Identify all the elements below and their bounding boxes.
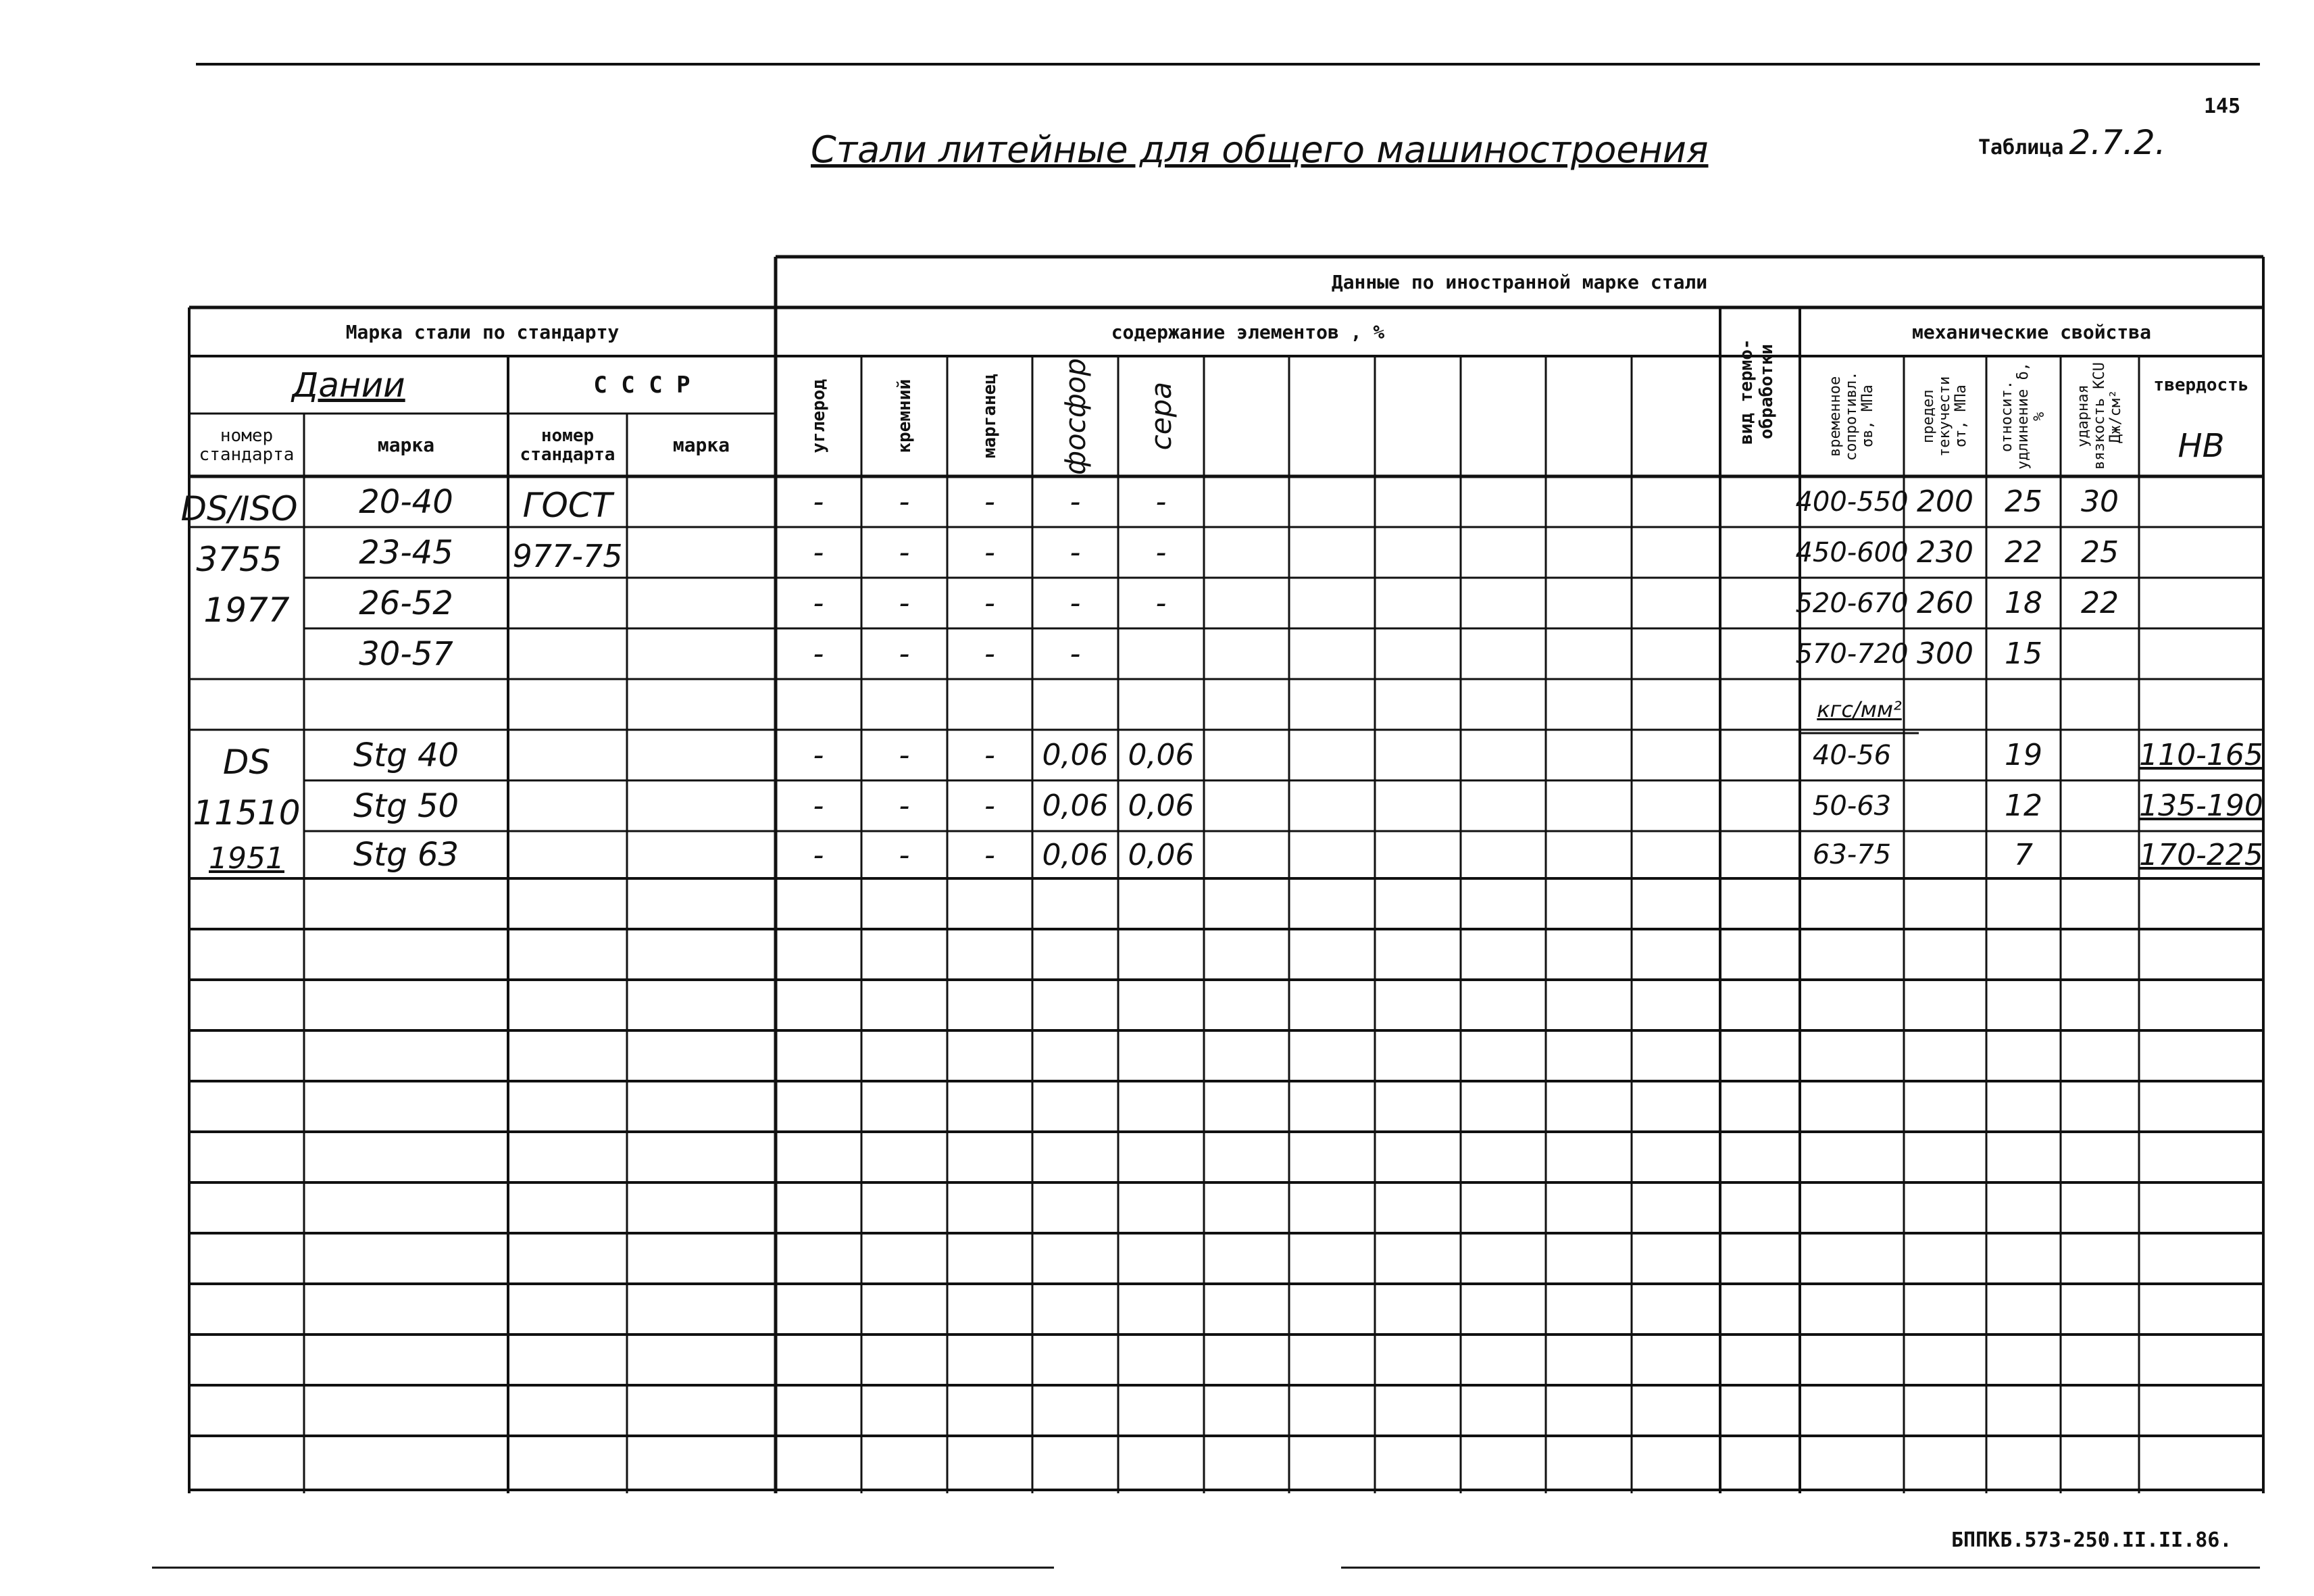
footer-code: БППКБ.573-250.II.II.86.	[1951, 1528, 2232, 1552]
sulfur-header	[1118, 356, 1204, 476]
silicon-label: кремний	[894, 379, 915, 453]
sulfur-label: сера	[1145, 382, 1178, 451]
tensile-cell: 520-670	[1795, 587, 1909, 619]
yield-header	[1904, 356, 1986, 476]
impact-cell: 22	[2081, 586, 2119, 620]
foreign-data-header: Данные по иностранной марке стали	[1331, 271, 1708, 293]
row-mark-cell: 26-52	[359, 584, 453, 622]
element-cell: -	[1155, 586, 1167, 620]
std-number-ds-iso: DS/ISO	[180, 489, 298, 528]
tensile-cell: 50-63	[1812, 790, 1892, 822]
element-cell: 0,06	[1128, 738, 1194, 772]
manganese-header	[947, 356, 1032, 476]
std-year-1951: 1951	[209, 841, 284, 876]
elongation-cell: 22	[2005, 535, 2042, 570]
element-cell: -	[899, 789, 910, 823]
tensile-cell	[1800, 679, 1904, 730]
impact-cell	[2061, 628, 2139, 679]
element-cell: -	[899, 738, 910, 772]
elongation-cell: 18	[2005, 586, 2042, 620]
element-cell: -	[899, 637, 910, 671]
hardness-header: твердость	[2153, 375, 2249, 395]
carbon-header	[776, 356, 861, 476]
denmark-mark-header: марка	[377, 434, 435, 456]
carbon-label: углерод	[808, 379, 829, 453]
gost-label: ГОСТ	[522, 485, 613, 525]
element-cell	[1118, 679, 1204, 730]
ussr-std-number-header: номер стандарта	[520, 425, 615, 465]
impact-cell	[2061, 831, 2139, 878]
elongation-cell: 25	[2005, 484, 2042, 519]
impact-header	[2061, 356, 2139, 476]
element-cell: -	[899, 484, 910, 519]
manganese-label: марганец	[980, 374, 1000, 459]
country-ussr-header: С С С Р	[593, 371, 690, 399]
silicon-header	[861, 356, 947, 476]
element-cell: -	[1155, 535, 1167, 570]
std-number-11510: 11510	[193, 793, 301, 832]
hardness-cell: 110-165	[2139, 738, 2263, 772]
impact-cell: 30	[2081, 484, 2119, 519]
impact-cell	[2061, 679, 2139, 730]
element-cell: -	[899, 535, 910, 570]
row-mark-cell: 23-45	[359, 533, 453, 572]
element-cell: -	[813, 586, 824, 620]
yield-cell	[1904, 831, 1986, 878]
elongation-header	[1986, 356, 2061, 476]
element-cell: 0,06	[1128, 789, 1194, 823]
impact-label: ударная вязкость KCU Дж/см²	[2075, 362, 2124, 470]
tensile-cell: 40-56	[1812, 739, 1892, 771]
element-cell	[1118, 628, 1204, 679]
row-mark-cell: 30-57	[359, 634, 453, 673]
element-cell: 0,06	[1042, 738, 1109, 772]
tensile-header	[1800, 356, 1904, 476]
std-number-3755: 3755	[196, 539, 282, 579]
element-cell	[861, 679, 947, 730]
yield-cell	[1904, 679, 1986, 730]
element-cell: -	[984, 484, 995, 519]
yield-cell: 300	[1917, 637, 1973, 671]
element-cell: -	[1070, 637, 1081, 671]
hardness-cell: 170-225	[2139, 837, 2263, 872]
row-mark-cell	[304, 679, 508, 730]
tensile-cell: 400-550	[1795, 486, 1909, 518]
row-mark-cell: Stg 40	[353, 736, 459, 774]
element-cell: -	[813, 738, 824, 772]
element-cell	[947, 679, 1032, 730]
elongation-cell	[1986, 679, 2061, 730]
hardness-cell: 135-190	[2139, 789, 2263, 823]
std-number-ds: DS	[222, 742, 271, 782]
element-cell: -	[813, 837, 824, 872]
heat-treatment-header	[1720, 307, 1800, 476]
hardness-cell	[2139, 476, 2263, 527]
mechanical-properties-header: механические свойства	[1911, 320, 2151, 343]
gost-number: 977-75	[512, 537, 623, 574]
page-number: 145	[2204, 95, 2241, 118]
element-cell: 0,06	[1042, 837, 1109, 872]
yield-cell: 230	[1917, 535, 1973, 570]
denmark-std-number-header: номер стандарта	[199, 425, 295, 465]
element-cell: -	[1070, 484, 1081, 519]
table-number: 2.7.2.	[2069, 123, 2166, 162]
hardness-cell	[2139, 679, 2263, 730]
impact-cell	[2061, 730, 2139, 780]
yield-cell	[1904, 730, 1986, 780]
yield-cell: 260	[1917, 586, 1973, 620]
element-cell: -	[813, 637, 824, 671]
heat-treatment-label: вид термо- обработки	[1736, 339, 1777, 445]
mark-by-standard-header: Марка стали по стандарту	[345, 320, 620, 343]
kgf-unit-label: кгс/мм²	[1817, 697, 1902, 722]
yield-cell	[1904, 780, 1986, 831]
element-cell	[776, 679, 861, 730]
element-cell: -	[984, 789, 995, 823]
elongation-cell: 15	[2005, 637, 2042, 671]
element-cell: -	[1070, 586, 1081, 620]
row-mark-cell: 20-40	[359, 482, 453, 521]
row-mark-cell: Stg 50	[353, 787, 459, 825]
ussr-mark-header: марка	[672, 434, 730, 456]
document-title: Стали литейные для общего машиностроения	[811, 128, 1709, 171]
hardness-cell	[2139, 527, 2263, 578]
impact-cell	[2061, 780, 2139, 831]
country-denmark-header: Дании	[292, 365, 405, 405]
element-cell: -	[984, 837, 995, 872]
phosphorus-header	[1032, 356, 1118, 476]
row-mark-cell: Stg 63	[353, 836, 459, 874]
phosphorus-label: фосфор	[1059, 357, 1092, 475]
element-cell: -	[984, 586, 995, 620]
element-cell: -	[813, 789, 824, 823]
tensile-cell: 450-600	[1795, 537, 1909, 568]
hardness-unit: HB	[2178, 427, 2225, 465]
element-cell: -	[1070, 535, 1081, 570]
element-cell: -	[813, 535, 824, 570]
tensile-cell: 570-720	[1795, 638, 1909, 670]
hardness-cell	[2139, 628, 2263, 679]
elongation-label: относит. удлинение δ, %	[1998, 362, 2048, 470]
element-cell: -	[1155, 484, 1167, 519]
element-cell	[1032, 679, 1118, 730]
element-cell: 0,06	[1128, 837, 1194, 872]
elongation-cell: 19	[2005, 738, 2042, 772]
element-cell: -	[984, 535, 995, 570]
impact-cell: 25	[2081, 535, 2119, 570]
tensile-label: временное сопротивл. σв, МПа	[1827, 371, 1876, 462]
elongation-cell: 7	[2014, 837, 2033, 872]
table-label-word: Таблица	[1978, 136, 2064, 159]
element-cell: -	[984, 738, 995, 772]
tensile-cell: 63-75	[1812, 839, 1892, 870]
elements-content-header: содержание элементов , %	[1111, 320, 1385, 343]
element-cell: -	[813, 484, 824, 519]
std-year-1977: 1977	[203, 590, 290, 630]
element-cell: -	[984, 637, 995, 671]
yield-cell: 200	[1917, 484, 1973, 519]
element-cell: -	[899, 586, 910, 620]
yield-label: предел текучести σт, МПа	[1920, 376, 1969, 457]
element-cell: -	[899, 837, 910, 872]
elongation-cell: 12	[2005, 789, 2042, 823]
hardness-cell	[2139, 578, 2263, 628]
element-cell: 0,06	[1042, 789, 1109, 823]
